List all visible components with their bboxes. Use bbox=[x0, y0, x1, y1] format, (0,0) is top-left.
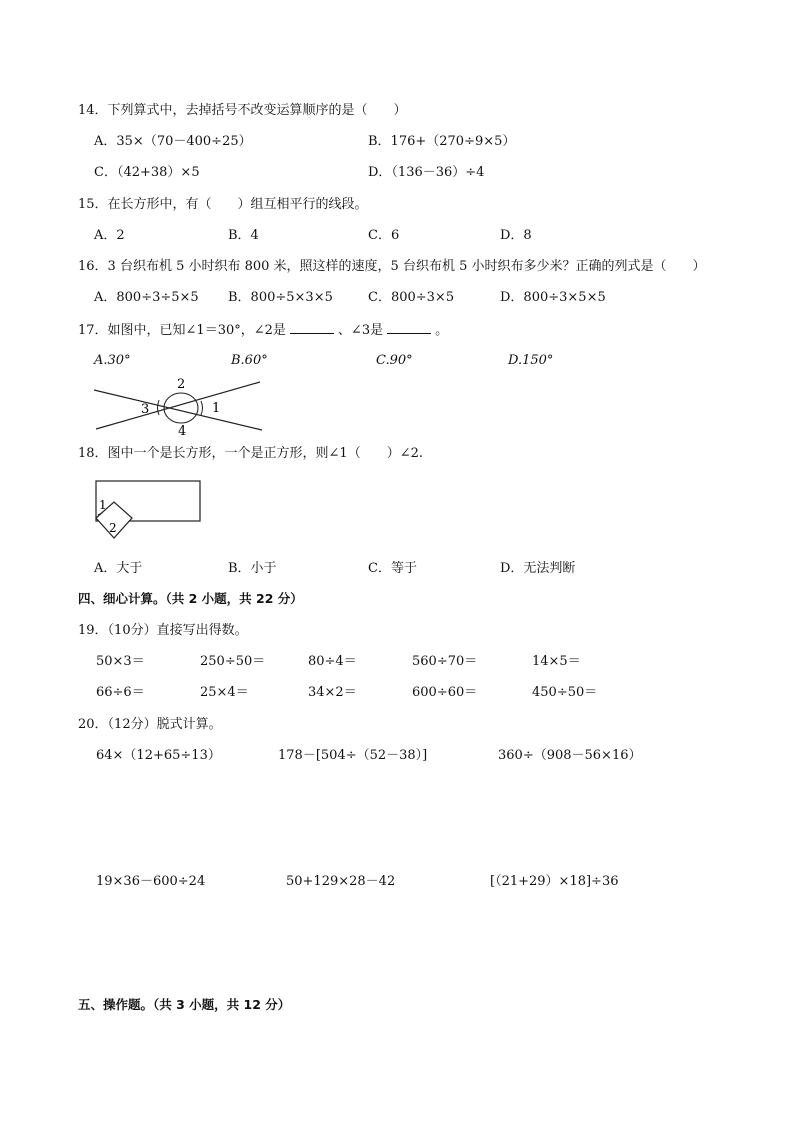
q16-option-b[interactable]: B．800÷5×3×5 bbox=[228, 290, 333, 305]
q19-item[interactable]: 80÷4＝ bbox=[308, 654, 357, 669]
q18-option-d[interactable]: D．无法判断 bbox=[500, 561, 576, 576]
q15-option-c[interactable]: C．6 bbox=[368, 228, 400, 243]
q14-option-a[interactable]: A．35×（70－400÷25） bbox=[94, 134, 252, 149]
q17-label-3: 3 bbox=[141, 402, 150, 417]
q19-item[interactable]: 560÷70＝ bbox=[412, 654, 478, 669]
q16-option-c[interactable]: C．800÷3×5 bbox=[368, 290, 455, 305]
q17-label-1: 1 bbox=[212, 401, 221, 416]
q17-angle-3-mark bbox=[158, 400, 160, 415]
q20-expression[interactable]: 360÷（908－56×16） bbox=[498, 748, 642, 763]
q20-expression[interactable]: [（21+29）×18]÷36 bbox=[490, 874, 619, 889]
q19-item[interactable]: 25×4＝ bbox=[200, 685, 249, 700]
q19-item[interactable]: 14×5＝ bbox=[532, 654, 581, 669]
q18-label-1: 1 bbox=[99, 498, 107, 512]
q17-label-4: 4 bbox=[178, 424, 187, 439]
q20-expression[interactable]: 178－[504÷（52－38）] bbox=[278, 748, 428, 763]
q15-option-b[interactable]: B．4 bbox=[228, 228, 259, 243]
q18-rectangle-square-figure bbox=[90, 478, 210, 544]
q15-stem: 15．在长方形中，有（ ）组互相平行的线段。 bbox=[78, 197, 368, 212]
q19-item[interactable]: 250÷50＝ bbox=[200, 654, 266, 669]
q19-item[interactable]: 34×2＝ bbox=[308, 685, 357, 700]
q17-stem-part-3: 。 bbox=[435, 323, 449, 338]
section-4-heading: 四、细心计算。（共 2 小题，共 22 分） bbox=[78, 591, 303, 606]
q20-expression[interactable]: 19×36－600÷24 bbox=[96, 874, 206, 889]
q14-option-d[interactable]: D．（136－36）÷4 bbox=[368, 165, 485, 180]
q17-blank-angle-3[interactable] bbox=[387, 323, 431, 334]
q17-stem-part-2: 、∠3是 bbox=[337, 323, 384, 338]
q16-option-a[interactable]: A．800÷3÷5×5 bbox=[94, 290, 199, 305]
section-5-heading: 五、操作题。（共 3 小题，共 12 分） bbox=[78, 997, 291, 1012]
q19-item[interactable]: 450÷50＝ bbox=[532, 685, 598, 700]
q16-stem: 16．3 台织布机 5 小时织布 800 米，照这样的速度，5 台织布机 5 小时织布多少米？正确的列式是（ ） bbox=[78, 259, 706, 274]
q14-option-c[interactable]: C．（42+38）×5 bbox=[94, 165, 200, 180]
q14-stem: 14．下列算式中，去掉括号不改变运算顺序的是（ ） bbox=[78, 103, 407, 118]
q17-option-b[interactable]: B.60° bbox=[231, 353, 268, 368]
q17-stem bbox=[78, 323, 448, 337]
q17-option-a[interactable]: A.30° bbox=[94, 353, 131, 368]
q14-option-b[interactable]: B．176+（270÷9×5） bbox=[368, 134, 516, 149]
q20-expression[interactable]: 50+129×28－42 bbox=[286, 874, 396, 889]
q17-blank-angle-2[interactable] bbox=[290, 323, 334, 334]
q19-item[interactable]: 50×3＝ bbox=[96, 654, 145, 669]
q18-label-2: 2 bbox=[109, 521, 117, 535]
q17-angle-1-mark bbox=[201, 401, 203, 415]
q19-item[interactable]: 66÷6＝ bbox=[96, 685, 145, 700]
q18-stem: 18．图中一个是长方形，一个是正方形，则∠1（ ）∠2. bbox=[78, 446, 424, 461]
q20-expression[interactable]: 64×（12+65÷13） bbox=[96, 748, 221, 763]
q19-item[interactable]: 600÷60＝ bbox=[412, 685, 478, 700]
q18-option-a[interactable]: A．大于 bbox=[94, 561, 143, 576]
q17-option-c[interactable]: C.90° bbox=[376, 353, 413, 368]
q17-option-d[interactable]: D.150° bbox=[508, 353, 554, 368]
q19-stem: 19．（10分）直接写出得数。 bbox=[78, 623, 248, 638]
q17-label-2: 2 bbox=[177, 377, 186, 392]
q16-option-d[interactable]: D．800÷3×5×5 bbox=[500, 290, 606, 305]
q20-stem: 20．（12分）脱式计算。 bbox=[78, 717, 222, 732]
q17-stem-part-1: 17．如图中，已知∠1＝30°，∠2是 bbox=[78, 323, 286, 338]
q18-option-c[interactable]: C．等于 bbox=[368, 561, 417, 576]
q15-option-a[interactable]: A．2 bbox=[94, 228, 125, 243]
q17-intersecting-lines-figure bbox=[90, 374, 264, 438]
q15-option-d[interactable]: D．8 bbox=[500, 228, 532, 243]
q18-option-b[interactable]: B．小于 bbox=[228, 561, 277, 576]
